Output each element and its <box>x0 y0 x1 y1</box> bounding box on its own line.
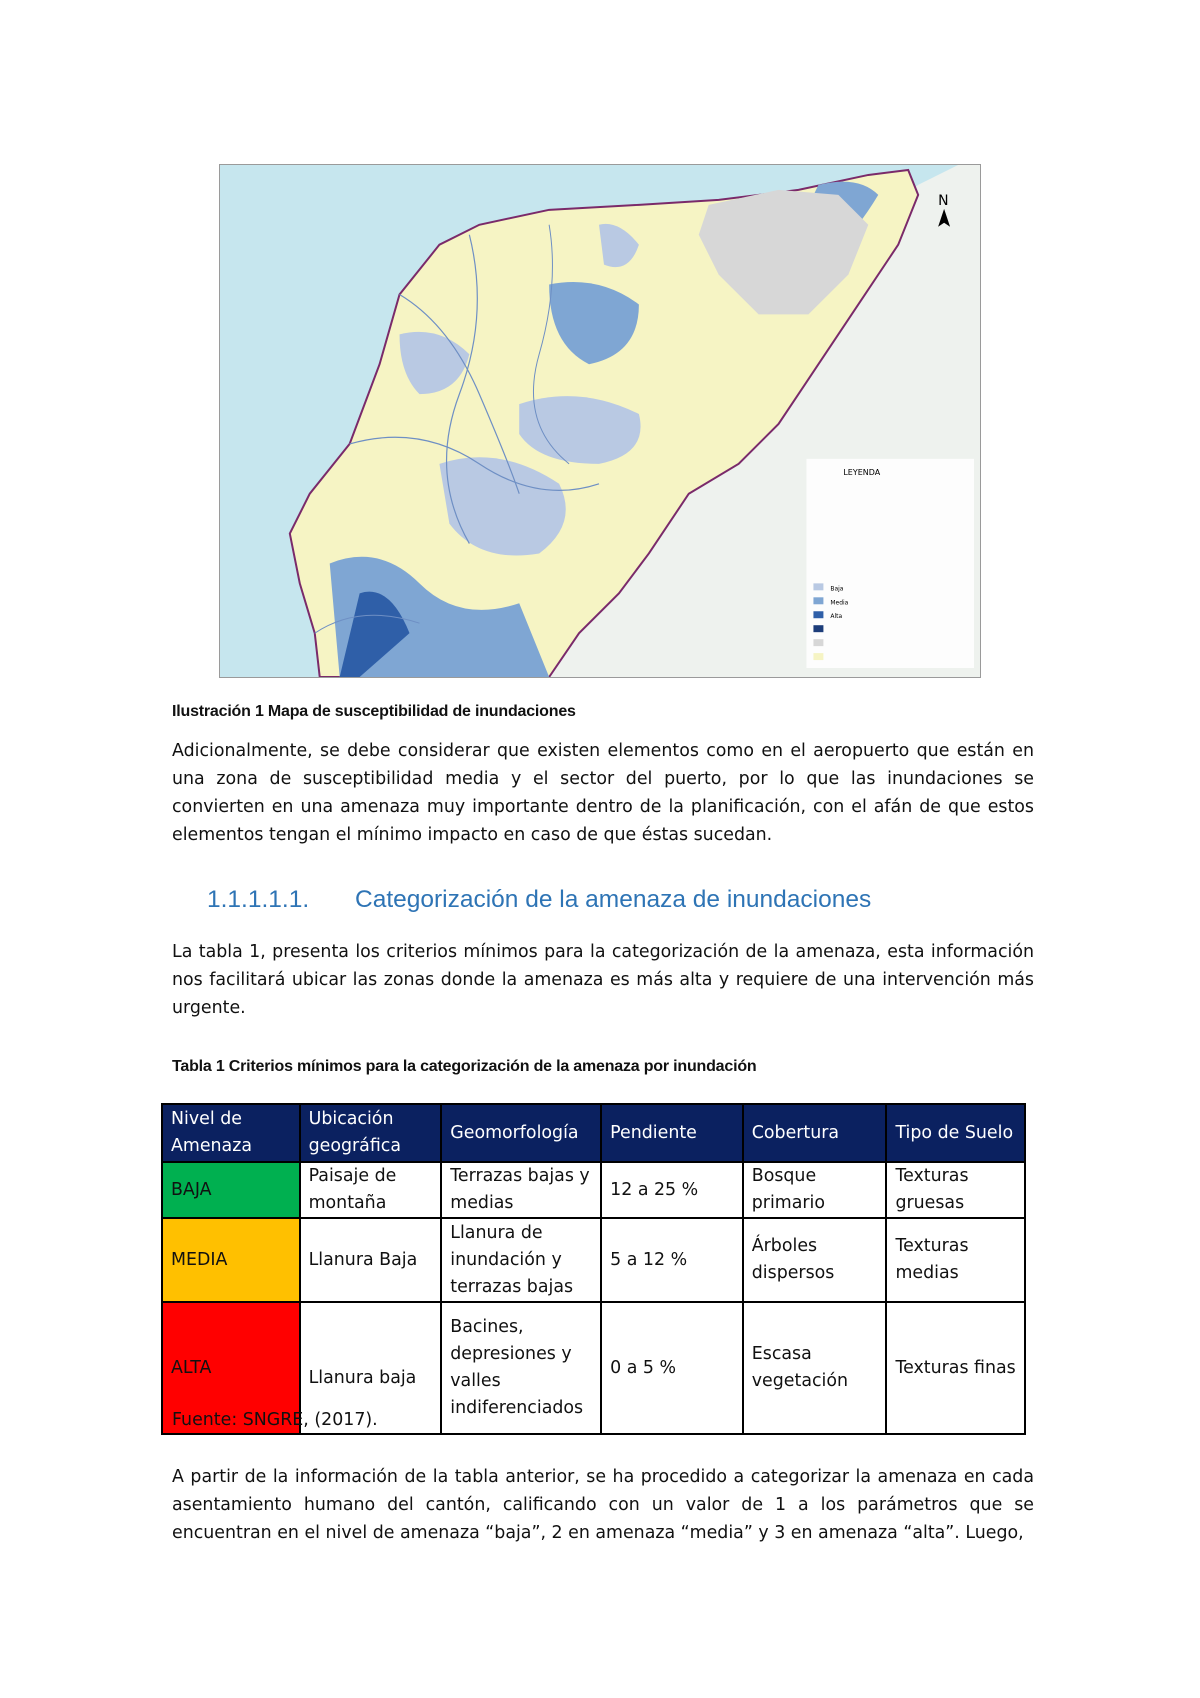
cell-suelo: Texturas finas <box>886 1302 1025 1434</box>
heading-number: 1.1.1.1.1. <box>207 886 310 913</box>
figure-caption: Ilustración 1 Mapa de susceptibilidad de inundaciones <box>172 703 576 720</box>
cell-cobertura: Bosque primario <box>743 1162 887 1218</box>
level-cell-baja: BAJA <box>162 1162 300 1218</box>
cell-ubicacion: Paisaje de montaña <box>300 1162 442 1218</box>
table-source: Fuente: SNGRE, (2017). <box>172 1410 378 1430</box>
map-legend <box>806 459 974 668</box>
cell-pendiente: 5 a 12 % <box>601 1218 743 1302</box>
table-row <box>162 1218 1025 1302</box>
section-heading <box>207 886 871 914</box>
level-cell-alta: ALTA <box>162 1302 300 1434</box>
legend-item-baja: Baja <box>830 585 844 593</box>
paragraph-3: A partir de la información de la tabla anterior, se ha procedido a categorizar la amenaza en cada asentamiento humano del cantón, calificando con un valor de 1 a los parámetros que se encuentran en el nivel de amenaza “baja”, 2 en amenaza “media” y 3 en amenaza “alta”. Luego, <box>172 1467 1034 1543</box>
cell-cobertura: Árboles dispersos <box>743 1218 887 1302</box>
legend-item-media: Media <box>830 599 849 607</box>
flood-susceptibility-map <box>219 164 981 678</box>
header-suelo: Tipo de Suelo <box>886 1104 1025 1162</box>
header-cobertura: Cobertura <box>743 1104 887 1162</box>
cell-ubicacion: Llanura baja <box>300 1302 442 1434</box>
header-ubicacion: Ubicación geográfica <box>300 1104 442 1162</box>
paragraph-1: Adicionalmente, se debe considerar que existen elementos como en el aeropuerto que están en una zona de susceptibilidad media y el sector del puerto, por lo que las inundaciones se convierten en una amenaza muy importante dentro de la planificación, con el afán de que estos elementos tengan el mínimo impacto en caso de que éstas sucedan. <box>172 741 1034 845</box>
level-cell-media: MEDIA <box>162 1218 300 1302</box>
header-nivel: Nivel de Amenaza <box>162 1104 300 1162</box>
cell-ubicacion: Llanura Baja <box>300 1218 442 1302</box>
paragraph-2: La tabla 1, presenta los criterios mínimos para la categorización de la amenaza, esta información nos facilitará ubicar las zonas donde la amenaza es más alta y requiere de una intervención más urgente. <box>172 942 1034 1018</box>
cell-geomorfologia: Llanura de inundación y terrazas bajas <box>441 1218 601 1302</box>
heading-title: Categorización de la amenaza de inundaciones <box>355 886 872 913</box>
cell-geomorfologia: Bacines, depresiones y valles indiferenciados <box>441 1302 601 1434</box>
cell-geomorfologia: Terrazas bajas y medias <box>441 1162 601 1218</box>
cell-pendiente: 0 a 5 % <box>601 1302 743 1434</box>
cell-pendiente: 12 a 25 % <box>601 1162 743 1218</box>
header-geomorfologia: Geomorfología <box>441 1104 601 1162</box>
table-row <box>162 1162 1025 1218</box>
svg-text:N: N <box>938 192 949 209</box>
table-header-row <box>162 1104 1025 1162</box>
table-caption: Tabla 1 Criterios mínimos para la categorización de la amenaza por inundación <box>172 1058 757 1075</box>
cell-cobertura: Escasa vegetación <box>743 1302 887 1434</box>
cell-suelo: Texturas gruesas <box>886 1162 1025 1218</box>
cell-suelo: Texturas medias <box>886 1218 1025 1302</box>
header-pendiente: Pendiente <box>601 1104 743 1162</box>
legend-item-alta: Alta <box>830 613 843 621</box>
map-graphic <box>220 165 980 677</box>
criteria-table <box>161 1103 1026 1435</box>
legend-title: LEYENDA <box>843 467 881 477</box>
